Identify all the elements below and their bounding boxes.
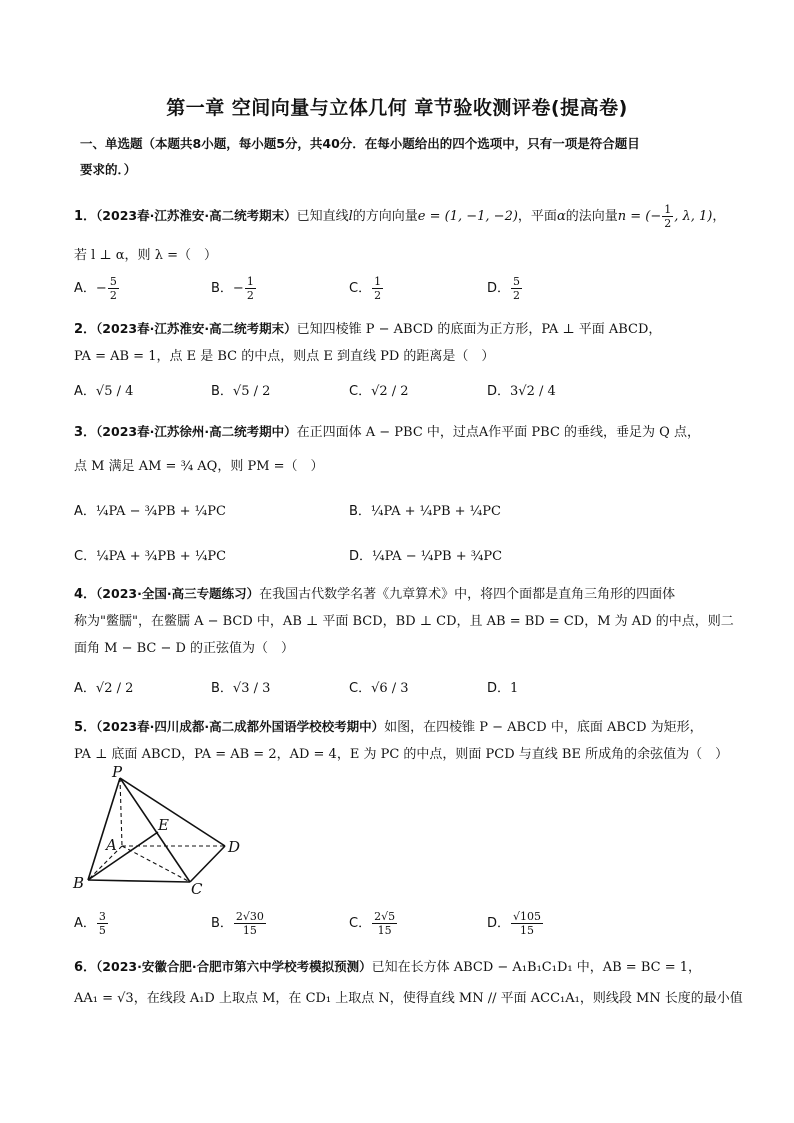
q5-line1 [74,716,734,735]
edge-pc [120,778,190,882]
fraction [372,275,383,302]
q3-number: 3． [74,425,97,440]
q1-text: 的方向向量 [352,209,418,224]
q1-option-d[interactable] [487,275,523,302]
fraction [97,910,108,937]
option-label: D． [349,549,373,564]
option-value: 1 [510,681,519,696]
numerator: 2√5 [374,910,396,923]
denominator: 5 [98,924,106,937]
numerator: 5 [513,275,521,288]
option-label: B． [211,281,233,296]
fraction [372,910,397,937]
q1-option-c[interactable] [349,275,384,302]
fraction [108,275,119,302]
edge-ac [122,846,190,882]
q2-source: （2023春·江苏淮安·高二统考期末） [96,321,297,336]
q1-text: 已知直线 [296,209,349,224]
option-label: A． [74,281,96,296]
q4-line1 [74,583,734,602]
denominator: 15 [520,924,535,937]
q6-line1 [74,956,734,975]
q1-text: ， [712,209,726,224]
q5-line2: PA ⊥ 底面 ABCD，PA = AB = 2，AD = 4，E 为 PC 的中点，则面 PCD 与直线 BE 所成角的余弦值为（ ） [74,747,729,762]
edge-bc [88,880,190,882]
q3-text: 在正四面体 A − PBC 中，过点A作平面 PBC 的垂线，垂足为 Q 点， [296,425,700,440]
document-title: 第一章 空间向量与立体几何 章节验收测评卷(提高卷) [166,97,628,119]
q4-option-b[interactable] [211,677,270,696]
denominator: 15 [242,924,257,937]
section-heading-line2: 要求的．） [80,162,137,177]
numerator: 1 [246,275,254,288]
q5-option-d[interactable] [487,910,544,937]
q4-line3: 面角 M − BC − D 的正弦值为（ ） [74,641,295,656]
label-a: A [106,836,117,854]
q1-line1 [74,203,734,230]
q4-text: 在我国古代数学名著《九章算术》中，将四个面都是直角三角形的四面体 [259,587,676,602]
q6-source: （2023·安徽合肥·合肥市第六中学校考模拟预测） [96,959,372,974]
numerator: 3 [98,910,106,923]
q5-source: （2023春·四川成都·高二成都外国语学校校考期中） [96,719,385,734]
option-label: B． [211,681,233,696]
option-label: C． [349,384,372,399]
fraction [245,275,256,302]
q2-option-d[interactable] [487,380,556,399]
fraction [511,275,522,302]
numerator: 1 [374,275,382,288]
q4-option-a[interactable] [74,677,133,696]
option-value: √6 / 3 [371,681,409,696]
q3-source: （2023春·江苏徐州·高二统考期中） [96,424,297,439]
q5-text: 如图，在四棱锥 P − ABCD 中，底面 ABCD 为矩形， [384,720,703,735]
option-label: C． [74,549,97,564]
q5-number: 5． [74,720,97,735]
denominator: 2 [109,289,117,302]
section-heading-line1: 一、单选题（本题共8小题，每小题5分，共40分．在每小题给出的四个选项中，只有一项是符合题目 [80,136,640,151]
q5-option-b[interactable] [211,910,267,937]
label-p: P [112,764,123,781]
edge-pd [120,778,225,846]
q6-number: 6． [74,960,97,975]
edge-cd [190,846,225,882]
q2-text: 已知四棱锥 P − ABCD 的底面为正方形，PA ⊥ 平面 ABCD， [296,322,662,337]
option-label: D． [487,681,511,696]
q4-option-d[interactable] [487,677,518,696]
q1-text: 的法向量 [565,209,618,224]
numerator: √105 [513,910,542,923]
label-d: D [228,838,241,856]
q3-option-a[interactable] [74,500,226,519]
numerator: 5 [109,275,117,288]
q1-vector-n: n = (− [617,209,662,224]
label-c: C [191,880,203,894]
q6-line2: AA₁ = √3，在线段 A₁D 上取点 M，在 CD₁ 上取点 N，使得直线 MN // 平面 ACC₁A₁，则线段 MN 长度的最小值 [74,991,743,1006]
option-value: ¼PA + ¼PB + ¼PC [370,504,501,519]
q2-option-a[interactable] [74,380,133,399]
q1-text: ，平面 [517,209,557,224]
denominator: 2 [374,289,382,302]
q4-source: （2023·全国·高三专题练习） [96,586,260,601]
option-label: A． [74,681,96,696]
q4-option-c[interactable] [349,677,409,696]
q1-line2: 若 l ⊥ α，则 λ =（ ） [74,248,217,263]
q5-option-c[interactable] [349,910,398,937]
option-label: C． [349,681,372,696]
q2-option-c[interactable] [349,380,409,399]
denominator: 15 [377,924,392,937]
q4-number: 4． [74,587,97,602]
option-value: √3 / 3 [232,681,271,696]
option-value: √2 / 2 [95,681,134,696]
q1-source: （2023春·江苏淮安·高二统考期末） [96,208,297,223]
section-heading [80,131,720,183]
q1-var-alpha: α [556,209,566,224]
label-b: B [73,874,85,892]
option-label: A． [74,504,96,519]
q1-option-b[interactable]: B．− $\frac{1}{2}$ [211,275,254,302]
q1-vector-n-rest: , λ, 1) [674,209,713,224]
q2-line1 [74,318,734,337]
numerator: 2√30 [235,910,264,923]
option-value: ¼PA + ¾PB + ¼PC [96,549,227,564]
option-value: ¼PA − ¾PB + ¼PC [95,504,226,519]
option-label: B． [349,504,371,519]
option-label: A． [74,384,96,399]
q2-option-b[interactable] [211,380,270,399]
option-label: B． [211,384,233,399]
pyramid-diagram [70,764,250,894]
q1-vector-e: e = (1, −1, −2) [417,209,518,224]
fraction [511,910,543,937]
q2-line2: PA = AB = 1，点 E 是 BC 的中点，则点 E 到直线 PD 的距离是（ ） [74,349,495,364]
option-label: A． [74,916,96,931]
edge-pb [88,778,120,880]
option-label: B． [211,916,233,931]
q1-frac: $\frac{1}{2}$ [664,203,672,230]
denominator: 2 [513,289,521,302]
denominator: 2 [246,289,254,302]
q5-option-a[interactable] [74,910,109,937]
option-value: 3√2 / 4 [510,384,556,399]
fraction [234,910,266,937]
option-value: √2 / 2 [371,384,409,399]
q2-number: 2． [74,322,97,337]
q4-line2: 称为"鳖臑"，在鳖臑 A − BCD 中，AB ⊥ 平面 BCD，BD ⊥ CD，且 AB = BD = CD，M 为 AD 的中点，则二 [74,614,734,629]
label-e: E [158,816,169,834]
q3-option-d[interactable] [349,545,502,564]
q3-option-c[interactable] [74,545,226,564]
option-label: C． [349,281,372,296]
q1-option-a[interactable]: A．− $\frac{5}{2}$ [74,275,117,302]
option-value: √5 / 4 [95,384,134,399]
q1-var-l: l [348,209,353,224]
edge-pa [120,778,122,846]
q3-line2: 点 M 满足 AM = ¾ AQ，则 PM =（ ） [74,459,324,474]
segment-be [88,832,158,880]
option-label: C． [349,916,372,931]
q3-line1 [74,421,734,440]
q1-number: 1． [74,209,97,224]
option-value: √5 / 2 [232,384,271,399]
option-label: D． [487,384,511,399]
option-label: D． [487,281,511,296]
q6-text: 已知在长方体 ABCD − A₁B₁C₁D₁ 中，AB = BC = 1， [371,960,701,975]
q3-option-b[interactable] [349,500,501,519]
option-value: ¼PA − ¼PB + ¾PC [372,549,503,564]
option-label: D． [487,916,511,931]
